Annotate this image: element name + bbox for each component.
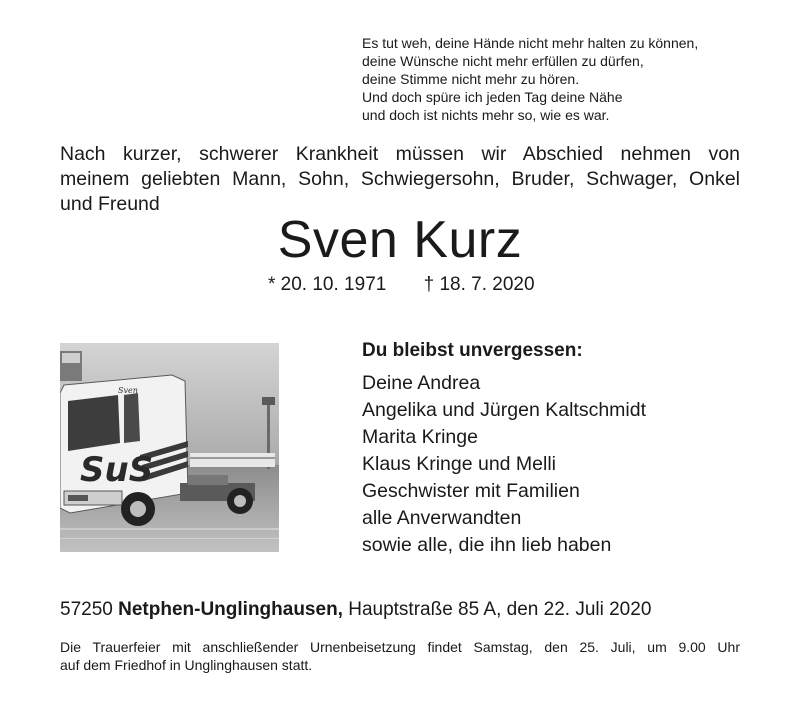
poem (362, 34, 782, 124)
mourners-list (362, 370, 782, 559)
poem-line: Es tut weh, deine Hände nicht mehr halten zu können, (362, 35, 699, 51)
truck-photo-image (60, 343, 279, 552)
poem-line: und doch ist nichts mehr so, wie es war. (362, 107, 610, 123)
mourner-entry: Marita Kringe (362, 426, 478, 448)
notice-line: auf dem Friedhof in Unglinghausen statt. (60, 657, 313, 673)
notice-line: Die Trauerfeier mit anschließender Urnenbeisetzung findet Samstag, den 25. Juli, um 9.00 Uhr (60, 639, 740, 655)
intro-line: und Freund (60, 193, 160, 215)
mourner-entry: sowie alle, die ihn lieb haben (362, 534, 612, 556)
mourner-entry: Geschwister mit Familien (362, 480, 580, 502)
mourner-entry: Klaus Kringe und Melli (362, 453, 557, 475)
truck-photo (60, 343, 279, 552)
birth-date: * 20. 10. 1971 (268, 274, 387, 295)
death-date: † 18. 7. 2020 (423, 274, 535, 295)
intro-line: meinem geliebten Mann, Sohn, Schwiegersohn, Bruder, Schwager, Onkel (60, 168, 740, 190)
poem-line: deine Stimme nicht mehr zu hören. (362, 71, 580, 87)
poem-line: deine Wünsche nicht mehr erfüllen zu dürfen, (362, 53, 644, 69)
mourners-block (362, 338, 782, 559)
funeral-notice (60, 638, 740, 674)
mourners-heading: Du bleibst unvergessen: (362, 340, 583, 361)
mourner-entry: alle Anverwandten (362, 507, 522, 529)
mourner-entry: Deine Andrea (362, 372, 481, 394)
life-dates (268, 273, 535, 297)
mourner-entry: Angelika und Jürgen Kaltschmidt (362, 399, 646, 421)
address-line (60, 598, 760, 622)
address-zip: 57250 (60, 599, 113, 620)
truck-label: SuS (80, 450, 154, 490)
address-city: Netphen-Unglinghausen, (118, 599, 343, 620)
intro-line: Nach kurzer, schwerer Krankheit müssen wir Abschied nehmen von (60, 143, 740, 165)
poem-line: Und doch spüre ich jeden Tag deine Nähe (362, 89, 623, 105)
cab-script: Sven (118, 386, 138, 395)
address-rest: Hauptstraße 85 A, den 22. Juli 2020 (348, 599, 652, 620)
deceased-name: Sven Kurz (277, 211, 523, 269)
